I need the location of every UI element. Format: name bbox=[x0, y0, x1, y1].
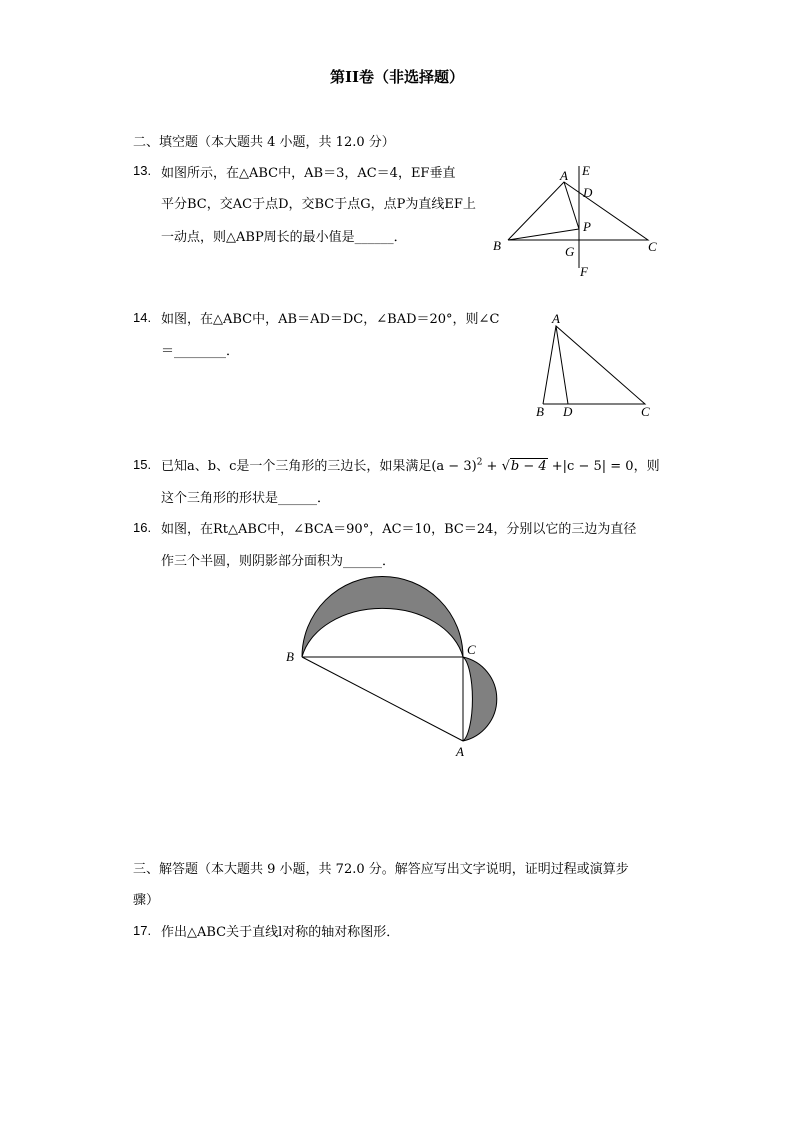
section-solve-heading-line1: 三、解答题（本大题共 9 小题，共 72.0 分。解答应写出文字说明，证明过程或演算步 bbox=[133, 862, 629, 877]
q14-figure bbox=[530, 310, 660, 425]
q15-line1-pre: 已知a、b、c是一个三角形的三边长，如果满足(a − 3) bbox=[161, 459, 477, 474]
q13-figure bbox=[488, 160, 668, 280]
q13-label-p: P bbox=[583, 219, 591, 234]
q16-line1: 如图，在Rt△ABC中，∠BCA＝90°，AC＝10，BC＝24，分别以它的三边为直径 bbox=[161, 522, 637, 537]
q13-label-c: C bbox=[648, 239, 657, 254]
q13-label-d: D bbox=[583, 185, 593, 200]
q17-number: 17. bbox=[133, 923, 152, 938]
q13-line3: 一动点，则△ABP周长的最小值是______． bbox=[161, 230, 407, 245]
q14-label-b: B bbox=[536, 404, 544, 419]
q16-label-b: B bbox=[286, 649, 294, 664]
q15-sqrt: √b − 4 bbox=[501, 459, 547, 474]
q14-line2: ＝________． bbox=[161, 344, 240, 359]
q16-shaded-lune-ca bbox=[463, 657, 497, 741]
section-solve-heading-line2: 骤） bbox=[133, 893, 160, 908]
q14-label-a: A bbox=[552, 311, 560, 326]
q13-line2: 平分BC，交AC于点D，交BC于点G，点P为直线EF上 bbox=[161, 197, 476, 212]
q16-label-a: A bbox=[456, 744, 464, 759]
q13-triangle-abc bbox=[508, 182, 648, 240]
q16-segment-ab bbox=[302, 657, 463, 741]
q15-line1 bbox=[161, 455, 660, 474]
q16-shaded-lune-bc bbox=[302, 577, 463, 658]
q16-figure bbox=[280, 570, 520, 765]
q16-number: 16. bbox=[133, 520, 152, 535]
q13-number: 13. bbox=[133, 163, 152, 178]
q13-label-f: F bbox=[580, 264, 588, 279]
q14-label-d: D bbox=[563, 404, 573, 419]
q13-label-e: E bbox=[582, 163, 590, 178]
q14-label-c: C bbox=[641, 404, 650, 419]
q13-segment-bp bbox=[508, 229, 579, 240]
q15-sqrt-content: b − 4 bbox=[510, 459, 547, 474]
q13-label-g: G bbox=[565, 244, 575, 259]
q13-label-b: B bbox=[493, 238, 501, 253]
section-fill-in-heading: 二、填空题（本大题共 4 小题，共 12.0 分） bbox=[133, 135, 395, 150]
q15-exponent: 2 bbox=[476, 457, 483, 468]
q15-plus: + bbox=[482, 459, 502, 474]
q16-line2: 作三个半圆，则阴影部分面积为______． bbox=[161, 554, 396, 569]
q16-label-c: C bbox=[467, 642, 476, 657]
q14-line1: 如图，在△ABC中，AB＝AD＝DC，∠BAD＝20°，则∠C bbox=[161, 312, 500, 327]
q15-number: 15. bbox=[133, 457, 152, 472]
q14-segment-ad bbox=[556, 326, 568, 404]
q15-line1-post: +|c − 5| = 0，则 bbox=[547, 459, 660, 474]
page-title: 第II卷（非选择题） bbox=[329, 68, 465, 86]
q15-line2: 这个三角形的形状是______． bbox=[161, 491, 331, 506]
q14-number: 14. bbox=[133, 310, 152, 325]
q13-label-a: A bbox=[560, 168, 568, 183]
q13-line1: 如图所示，在△ABC中，AB＝3，AC＝4，EF垂直 bbox=[161, 166, 456, 181]
q13-segment-ap bbox=[564, 182, 579, 229]
q17-text: 作出△ABC关于直线l对称的轴对称图形． bbox=[161, 925, 400, 940]
